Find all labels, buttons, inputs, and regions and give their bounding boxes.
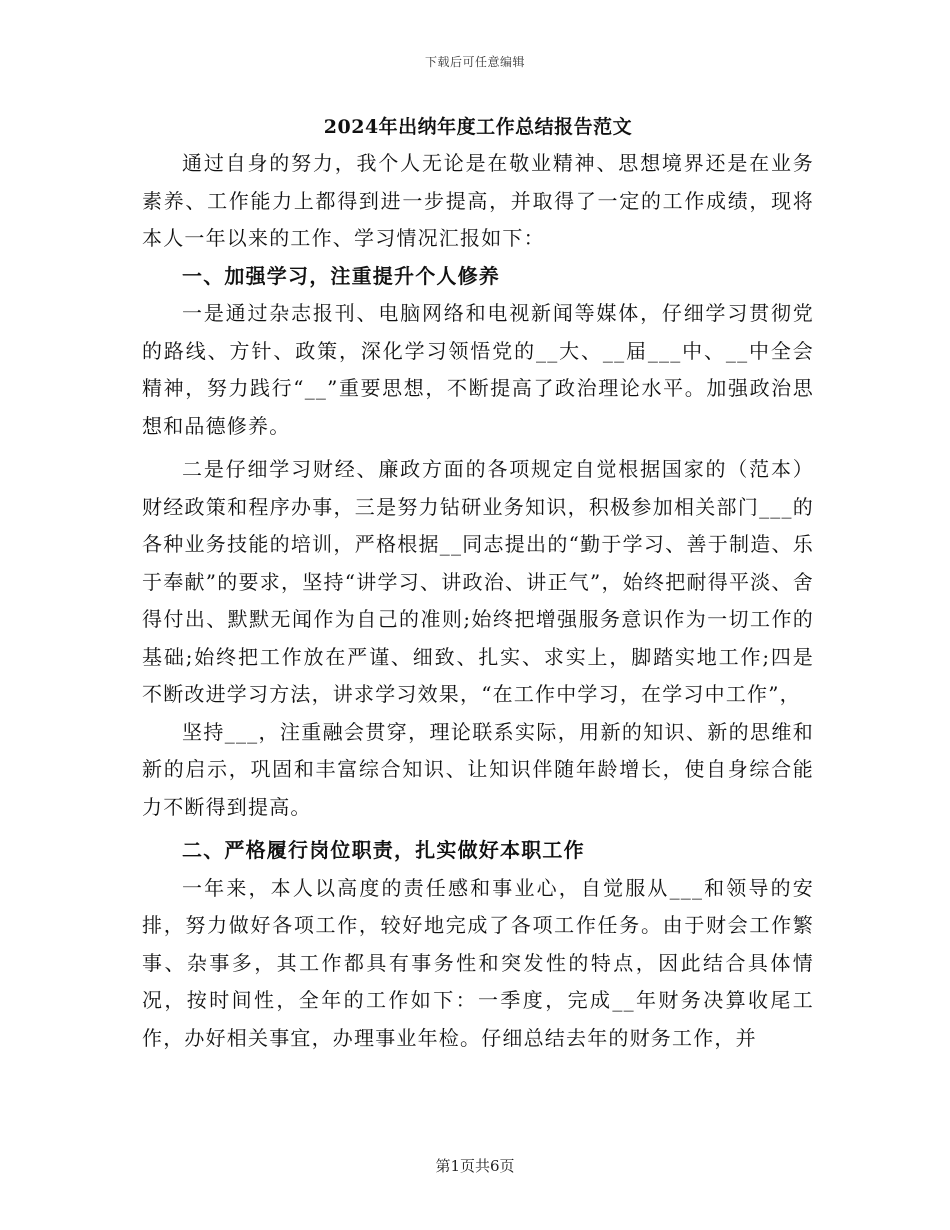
paragraph-study-3: 坚持___，注重融会贯穿，理论联系实际，用新的知识、新的思维和新的启示，巩固和丰富综合知识、让知识伴随年龄增长，使自身综合能力不断得到提高。 [142, 719, 814, 819]
paragraph-study-2: 二是仔细学习财经、廉政方面的各项规定自觉根据国家的（范本）财经政策和程序办事，三是努力钻研业务知识，积极参加相关部门___的各种业务技能的培训，严格根据__同志提出的“勤于学习、善于制造、乐于奉献”的要求，坚持“讲学习、讲政治、讲正气”，始终把耐得平淡、舍得付出、默默无闻作为自己的准则;始终把增强服务意识作为一切工作的基础;始终把工作放在严谨、细致、扎实、求实上，脚踏实地工作;四是不断改进学习方法，讲求学习效果，“在工作中学习，在学习中工作”， [142, 457, 814, 706]
section-heading-2: 二、严格履行岗位职责，扎实做好本职工作 [182, 838, 585, 862]
paragraph-intro: 通过自身的努力，我个人无论是在敬业精神、思想境界还是在业务素养、工作能力上都得到进一步提高，并取得了一定的工作成绩，现将本人一年以来的工作、学习情况汇报如下： [142, 151, 814, 250]
paragraph-study-1: 一是通过杂志报刊、电脑网络和电视新闻等媒体，仔细学习贯彻党的路线、方针、政策，深化学习领悟党的__大、__届___中、__中全会精神，努力践行“__”重要思想，不断提高了政治理论水平。加强政治思想和品德修养。 [142, 301, 814, 438]
page-header: 下载后可任意编辑 [424, 55, 525, 69]
document-body [142, 113, 814, 1057]
paragraph-duties: 一年来，本人以高度的责任感和事业心，自觉服从___和领导的安排，努力做好各项工作，较好地完成了各项工作任务。由于财会工作繁事、杂事多，其工作都具有事务性和突发性的特点，因此结合具体情况，按时间性，全年的工作如下：一季度，完成__年财务决算收尾工作，办好相关事宜，办理事业年检。仔细总结去年的财务工作，并 [142, 875, 814, 1050]
page-footer: 第1页共6页 [435, 1157, 515, 1175]
document-title: 2024年出纳年度工作总结报告范文 [323, 116, 633, 138]
section-heading-1: 一、加强学习，注重提升个人修养 [182, 263, 500, 288]
